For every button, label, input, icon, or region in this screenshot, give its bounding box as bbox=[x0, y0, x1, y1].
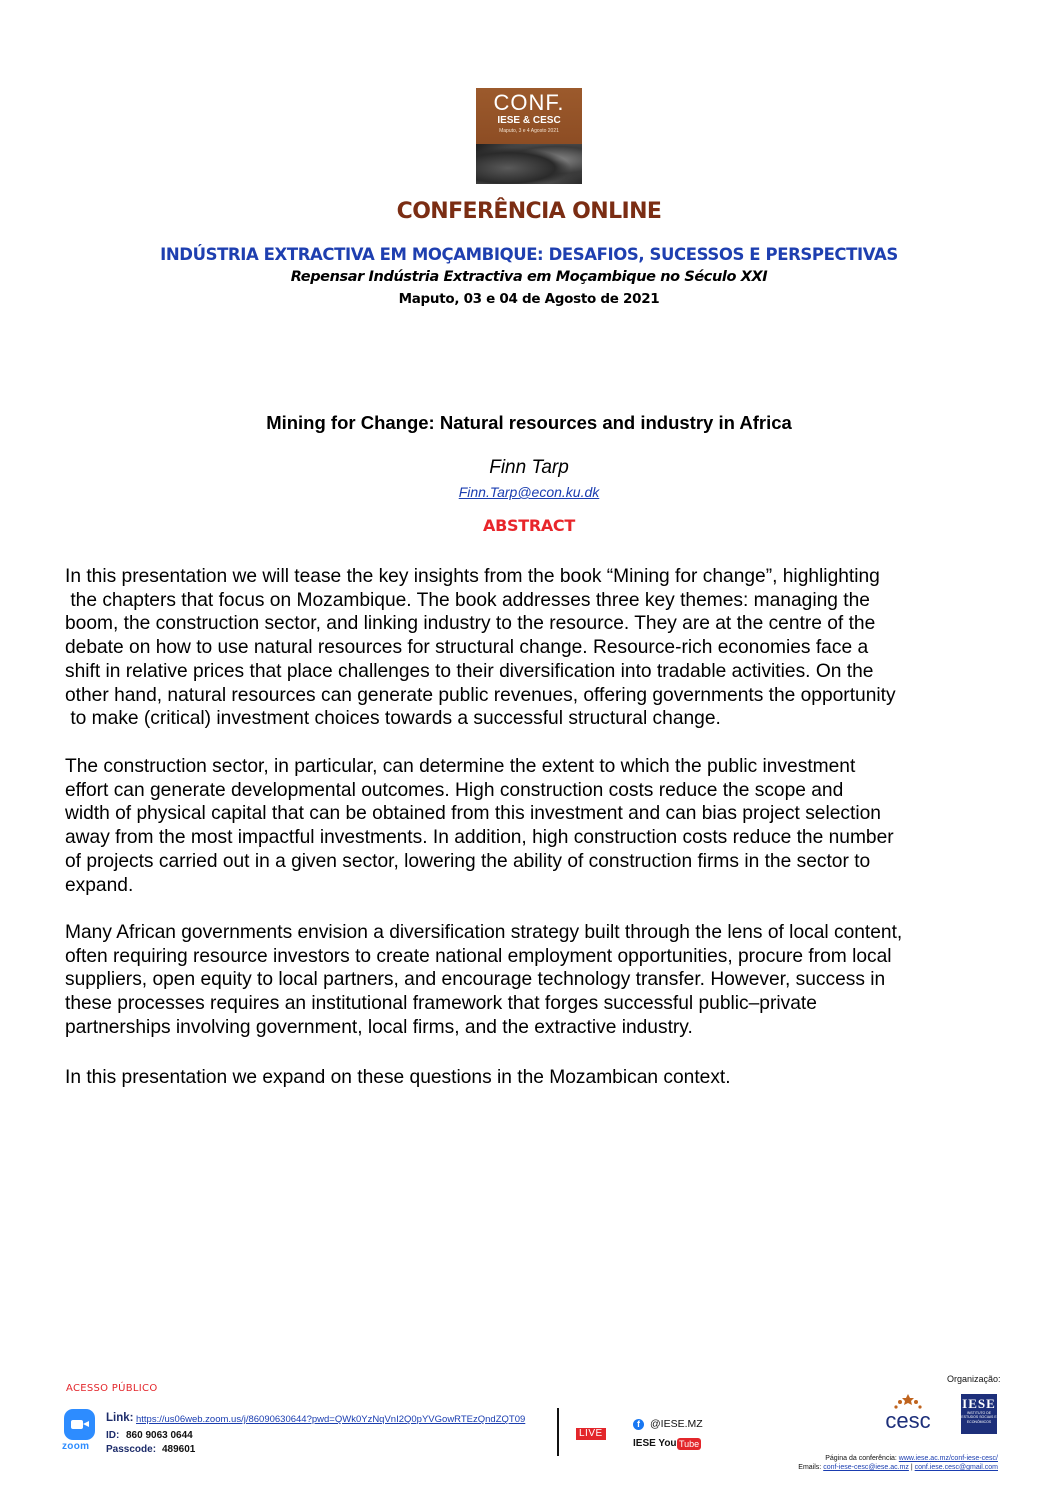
conference-page-label: Página da conferência: bbox=[825, 1455, 897, 1462]
author-email-link[interactable] bbox=[0, 484, 1058, 500]
cesc-logo-text: cesc bbox=[885, 1408, 931, 1433]
abstract-paragraph: In this presentation we will tease the key insights from the book “Mining for change”, highlighting the chapters that focus on Mozambique. The book addresses three key themes: managing the boom, the construction sector, and linking industry to the resource. They are at the centre of the debate on how to use natural resources for structural change. Resource-rich economies face a shift in relative prices that place challenges to their diversification into tradable activities. On the other hand, natural resources can generate public revenues, offering governments the opportunity to make (critical) investment choices towards a successful structural change. bbox=[65, 566, 896, 730]
live-badge: LIVE bbox=[576, 1428, 606, 1440]
meeting-id-value: 860 9063 0644 bbox=[126, 1430, 193, 1441]
abstract-heading: ABSTRACT bbox=[483, 516, 575, 535]
zoom-link-label: Link: bbox=[106, 1412, 134, 1424]
emails-line bbox=[700, 1464, 998, 1471]
email-link-2[interactable]: conf.iese.cesc@gmail.com bbox=[914, 1464, 998, 1471]
conference-page-link[interactable]: www.iese.ac.mz/conf-iese-cesc/ bbox=[898, 1455, 998, 1462]
organization-label: Organização: bbox=[947, 1374, 1001, 1384]
zoom-wordmark: zoom bbox=[62, 1441, 90, 1452]
emails-label: Emails: bbox=[798, 1464, 822, 1471]
footer-divider bbox=[557, 1408, 559, 1456]
conference-place-date: Maputo, 03 e 04 de Agosto de 2021 bbox=[398, 291, 660, 307]
conference-logo bbox=[476, 88, 582, 184]
facebook-handle[interactable]: @IESE.MZ bbox=[650, 1418, 703, 1430]
public-access-label: ACESSO PÚBLICO bbox=[66, 1383, 158, 1394]
passcode-value: 489601 bbox=[162, 1444, 196, 1455]
youtube-tube-badge[interactable]: Tube bbox=[679, 1439, 700, 1449]
author-email-text[interactable]: Finn.Tarp@econ.ku.dk bbox=[458, 484, 600, 500]
email-link-1[interactable]: conf-iese-cesc@iese.ac.mz bbox=[823, 1464, 909, 1471]
passcode-label: Passcode: bbox=[106, 1444, 157, 1455]
iese-logo bbox=[961, 1394, 997, 1434]
abstract-paragraph: In this presentation we expand on these questions in the Mozambican context. bbox=[65, 1067, 731, 1088]
conference-page-line bbox=[700, 1455, 998, 1462]
conference-title: CONFERÊNCIA ONLINE bbox=[396, 199, 662, 224]
meeting-id-label: ID: bbox=[106, 1430, 120, 1441]
logo-date-text: Maputo, 3 e 4 Agosto 2021 bbox=[499, 128, 559, 134]
conference-subtheme: Repensar Indústria Extractiva em Moçambique no Século XXI bbox=[290, 269, 768, 285]
logo-org-text: IESE & CESC bbox=[497, 115, 561, 126]
paper-title: Mining for Change: Natural resources and industry in Africa bbox=[266, 412, 792, 433]
cesc-logo bbox=[876, 1392, 940, 1436]
email-separator: | bbox=[910, 1464, 913, 1471]
abstract-paragraph: The construction sector, in particular, can determine the extent to which the public investment effort can generate developmental outcomes. High construction costs reduce the scope and width of physical capital that can be obtained from this investment and can bias project selection away from the most impactful investments. In addition, high construction costs reduce the number of projects carried out in a given sector, lowering the ability of construction firms in the sector to expand. bbox=[65, 756, 894, 896]
iese-logo-text: IESE bbox=[962, 1396, 996, 1411]
abstract-paragraph: Many African governments envision a diversification strategy built through the lens of local content, often requiring resource investors to create national employment opportunities, procure from local suppliers, open equity to local partners, and encourage technology transfer. However, success in these processes requires an institutional framework that forges successful public–private partnerships involving government, local firms, and the extractive industry. bbox=[65, 922, 903, 1038]
conference-theme: INDÚSTRIA EXTRACTIVA EM MOÇAMBIQUE: DESAFIOS, SUCESSOS E PERSPECTIVAS bbox=[160, 245, 898, 264]
logo-photo bbox=[476, 144, 582, 184]
paper-author: Finn Tarp bbox=[489, 457, 569, 478]
facebook-icon[interactable]: f bbox=[633, 1419, 644, 1430]
youtube-label[interactable]: IESE You bbox=[633, 1438, 677, 1449]
logo-conf-text: CONF. bbox=[493, 90, 565, 115]
zoom-icon bbox=[64, 1409, 95, 1440]
zoom-link[interactable]: https://us06web.zoom.us/j/86090630644?pwd=QWk0YzNqVnI2Q0pYVGowRTEzQndZQT09 bbox=[136, 1414, 526, 1425]
iese-logo-subtext: INSTITUTO DE ESTUDOS SOCIAIS E ECONÓMICOS bbox=[961, 1411, 997, 1424]
